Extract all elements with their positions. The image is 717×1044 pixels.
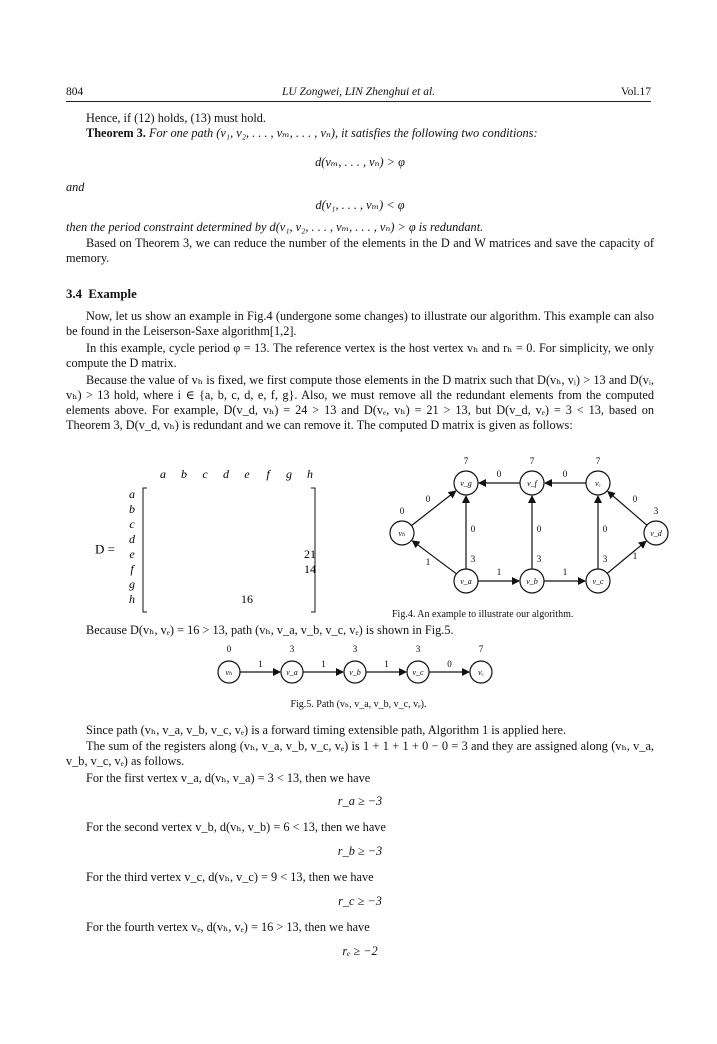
matrix-left-bracket — [143, 488, 147, 612]
step-4-result: rₑ ≥ −2 — [342, 944, 378, 958]
section-title: Example — [88, 287, 137, 301]
fig4-node-delay: 7 — [595, 456, 601, 466]
fig5-node-delay: 0 — [226, 644, 232, 654]
matrix-col-label: f — [266, 467, 270, 481]
matrix-col-label: d — [223, 467, 229, 481]
fig4-edge — [411, 491, 455, 526]
fig4-edge-weight: 0 — [602, 524, 608, 534]
fig5-node-delay: 7 — [478, 644, 484, 654]
fig4-node-label: v_c — [592, 577, 604, 586]
figure-4 — [370, 455, 670, 605]
matrix-col-label: g — [286, 467, 292, 481]
step-3-text: For the third vertex v_c, d(vₕ, v_c) = 9 < 13, then we have — [86, 870, 374, 884]
matrix-row-label: c — [129, 517, 135, 531]
step-2-text: For the second vertex v_b, d(vₕ, v_b) = 6 < 13, then we have — [86, 820, 386, 834]
matrix-row-label: e — [129, 547, 135, 561]
theorem-condition-2: d(v₁, . . . , vₘ) < φ — [315, 198, 405, 212]
step-1-result: r_a ≥ −3 — [337, 794, 383, 808]
fig4-node-label: v_f — [527, 479, 537, 488]
fig4-node-label: v_d — [650, 529, 662, 538]
fig4-edge-weight: 1 — [496, 567, 502, 577]
fig5-edge-weight: 1 — [384, 659, 389, 669]
page-header — [66, 85, 651, 102]
fig4-node-delay: 7 — [463, 456, 469, 466]
paragraph-register-sum: The sum of the registers along (vₕ, v_a, v_b, v_c, vₑ) is 1 + 1 + 1 + 0 − 0 = 3 and they are assigned along (vₕ, v_a, v_b, v_c, vₑ) as follows. — [66, 739, 654, 768]
matrix-row-label: f — [130, 562, 134, 576]
fig4-edge-weight: 0 — [496, 469, 502, 479]
figure-4-graph — [370, 455, 670, 605]
fig5-node-delay: 3 — [289, 644, 295, 654]
paragraph-cycle-period: In this example, cycle period φ = 13. The reference vertex is the host vertex vₕ and rₕ = 0. For simplicity, we only compute the D matrix. — [66, 341, 654, 370]
theorem-and: and — [66, 180, 85, 194]
figure-5-caption: Fig.5. Path (vₕ, v_a, v_b, v_c, vₑ). — [290, 699, 427, 710]
paragraph-example-intro: Now, let us show an example in Fig.4 (undergone some changes) to illustrate our algorithm. This example can also be found in the Leiserson-Saxe algorithm[1,2]. — [66, 309, 654, 338]
fig4-node-delay: 3 — [536, 554, 542, 564]
step-1-text: For the first vertex v_a, d(vₕ, v_a) = 3 < 13, then we have — [86, 771, 371, 785]
paragraph-fig5-intro: Because D(vₕ, vₑ) = 16 > 13, path (vₕ, v_a, v_b, v_c, vₑ) is shown in Fig.5. — [86, 623, 454, 637]
matrix-entry: 21 — [304, 547, 316, 561]
fig4-edge — [608, 491, 647, 525]
fig4-node-delay: 0 — [399, 506, 405, 516]
page-number: 804 — [66, 86, 84, 98]
fig5-edge-weight: 1 — [258, 659, 263, 669]
paragraph-based-on-theorem: Based on Theorem 3, we can reduce the number of the elements in the D and W matrices and save the capacity of memory. — [66, 236, 654, 265]
matrix-entry: 16 — [241, 592, 253, 606]
fig4-node-label: v_b — [526, 577, 538, 586]
matrix-col-label: a — [160, 467, 166, 481]
fig4-edge-weight: 0 — [562, 469, 568, 479]
fig5-node-delay: 3 — [352, 644, 358, 654]
matrix-row-label: d — [129, 532, 135, 546]
fig5-node-delay: 3 — [415, 644, 421, 654]
theorem-statement — [66, 126, 654, 141]
fig4-edge-weight: 1 — [425, 557, 431, 567]
fig4-node-delay: 3 — [470, 554, 476, 564]
fig4-edge — [607, 541, 646, 573]
step-3-result: r_c ≥ −3 — [338, 894, 382, 908]
fig4-node-delay: 7 — [529, 456, 535, 466]
fig4-node-delay: 3 — [653, 506, 659, 516]
matrix-col-label: e — [244, 467, 250, 481]
step-4-text: For the fourth vertex vₑ, d(vₕ, vₑ) = 16 > 13, then we have — [86, 920, 370, 934]
fig4-edge-weight: 1 — [562, 567, 568, 577]
step-2-result: r_b ≥ −3 — [337, 844, 383, 858]
fig4-node-label: vₕ — [398, 529, 406, 538]
running-authors: LU Zongwei, LIN Zhenghui et al. — [281, 86, 436, 98]
section-heading — [66, 287, 137, 302]
d-matrix — [95, 466, 335, 616]
theorem-condition-1: d(vₘ, . . . , vₙ) > φ — [315, 155, 405, 169]
matrix-row-label: b — [129, 502, 135, 516]
d-matrix-svg — [95, 466, 335, 616]
fig5-node-label: v_c — [412, 668, 424, 677]
figure-4-caption: Fig.4. An example to illustrate our algorithm. — [392, 609, 574, 620]
matrix-label: D = — [95, 541, 115, 557]
intro-line: Hence, if (12) holds, (13) must hold. — [86, 111, 266, 125]
matrix-col-label: h — [307, 467, 313, 481]
fig5-node-label: vₑ — [478, 668, 484, 677]
theorem-text: For one path (v₁, v₂, . . . , vₘ, . . . , vₙ), it satisfies the following two conditions: — [148, 126, 538, 140]
fig5-node-label: vₕ — [225, 668, 233, 677]
fig5-node-label: v_b — [349, 668, 361, 677]
fig4-edge — [412, 541, 456, 574]
figure-5-path — [205, 640, 505, 690]
fig4-edge-weight: 0 — [632, 494, 638, 504]
fig4-node-label: v_g — [460, 479, 472, 488]
volume-label: Vol.17 — [620, 86, 651, 98]
fig5-edge-weight: 1 — [321, 659, 326, 669]
matrix-entry: 14 — [304, 562, 316, 576]
fig5-node-label: v_a — [286, 668, 298, 677]
fig4-edge-weight: 1 — [632, 551, 638, 561]
fig4-node-label: vₑ — [595, 479, 601, 488]
paragraph-forward-path: Since path (vₕ, v_a, v_b, v_c, vₑ) is a forward timing extensible path, Algorithm 1 is applied here. — [86, 723, 567, 737]
theorem-label: Theorem 3. — [86, 126, 146, 140]
paragraph-compute-d: Because the value of vₕ is fixed, we first compute those elements in the D matrix such that D(vₕ, vᵢ) > 13 and D(vᵢ, vₕ) > 13 hold, where i ∈ {a, b, c, d, e, f, g}. Also, we must remove all the redundant elements from the computed elements above. For example, D(v_d, vₕ) = 24 > 13 and D(vₑ, vₕ) = 21 > 13, but D(v_d, vₑ) = 3 < 13, based on Theorem 3, D(v_d, vₕ) is redundant and we can remove it. The computed D matrix is given as follows: — [66, 373, 654, 432]
fig4-edge-weight: 0 — [470, 524, 476, 534]
fig4-node-label: v_a — [460, 577, 472, 586]
fig4-edge-weight: 0 — [536, 524, 542, 534]
matrix-row-label: a — [129, 487, 135, 501]
section-number: 3.4 — [66, 287, 82, 301]
matrix-col-label: b — [181, 467, 187, 481]
theorem-conclusion: then the period constraint determined by d(v₁, v₂, . . . , vₘ, . . . , vₙ) > φ is redundant. — [66, 220, 484, 234]
fig4-edge-weight: 0 — [425, 494, 431, 504]
matrix-col-label: c — [202, 467, 208, 481]
matrix-row-label: g — [129, 577, 135, 591]
fig5-edge-weight: 0 — [447, 659, 452, 669]
fig4-node-delay: 3 — [602, 554, 608, 564]
matrix-row-label: h — [129, 592, 135, 606]
figure-5 — [205, 640, 505, 690]
